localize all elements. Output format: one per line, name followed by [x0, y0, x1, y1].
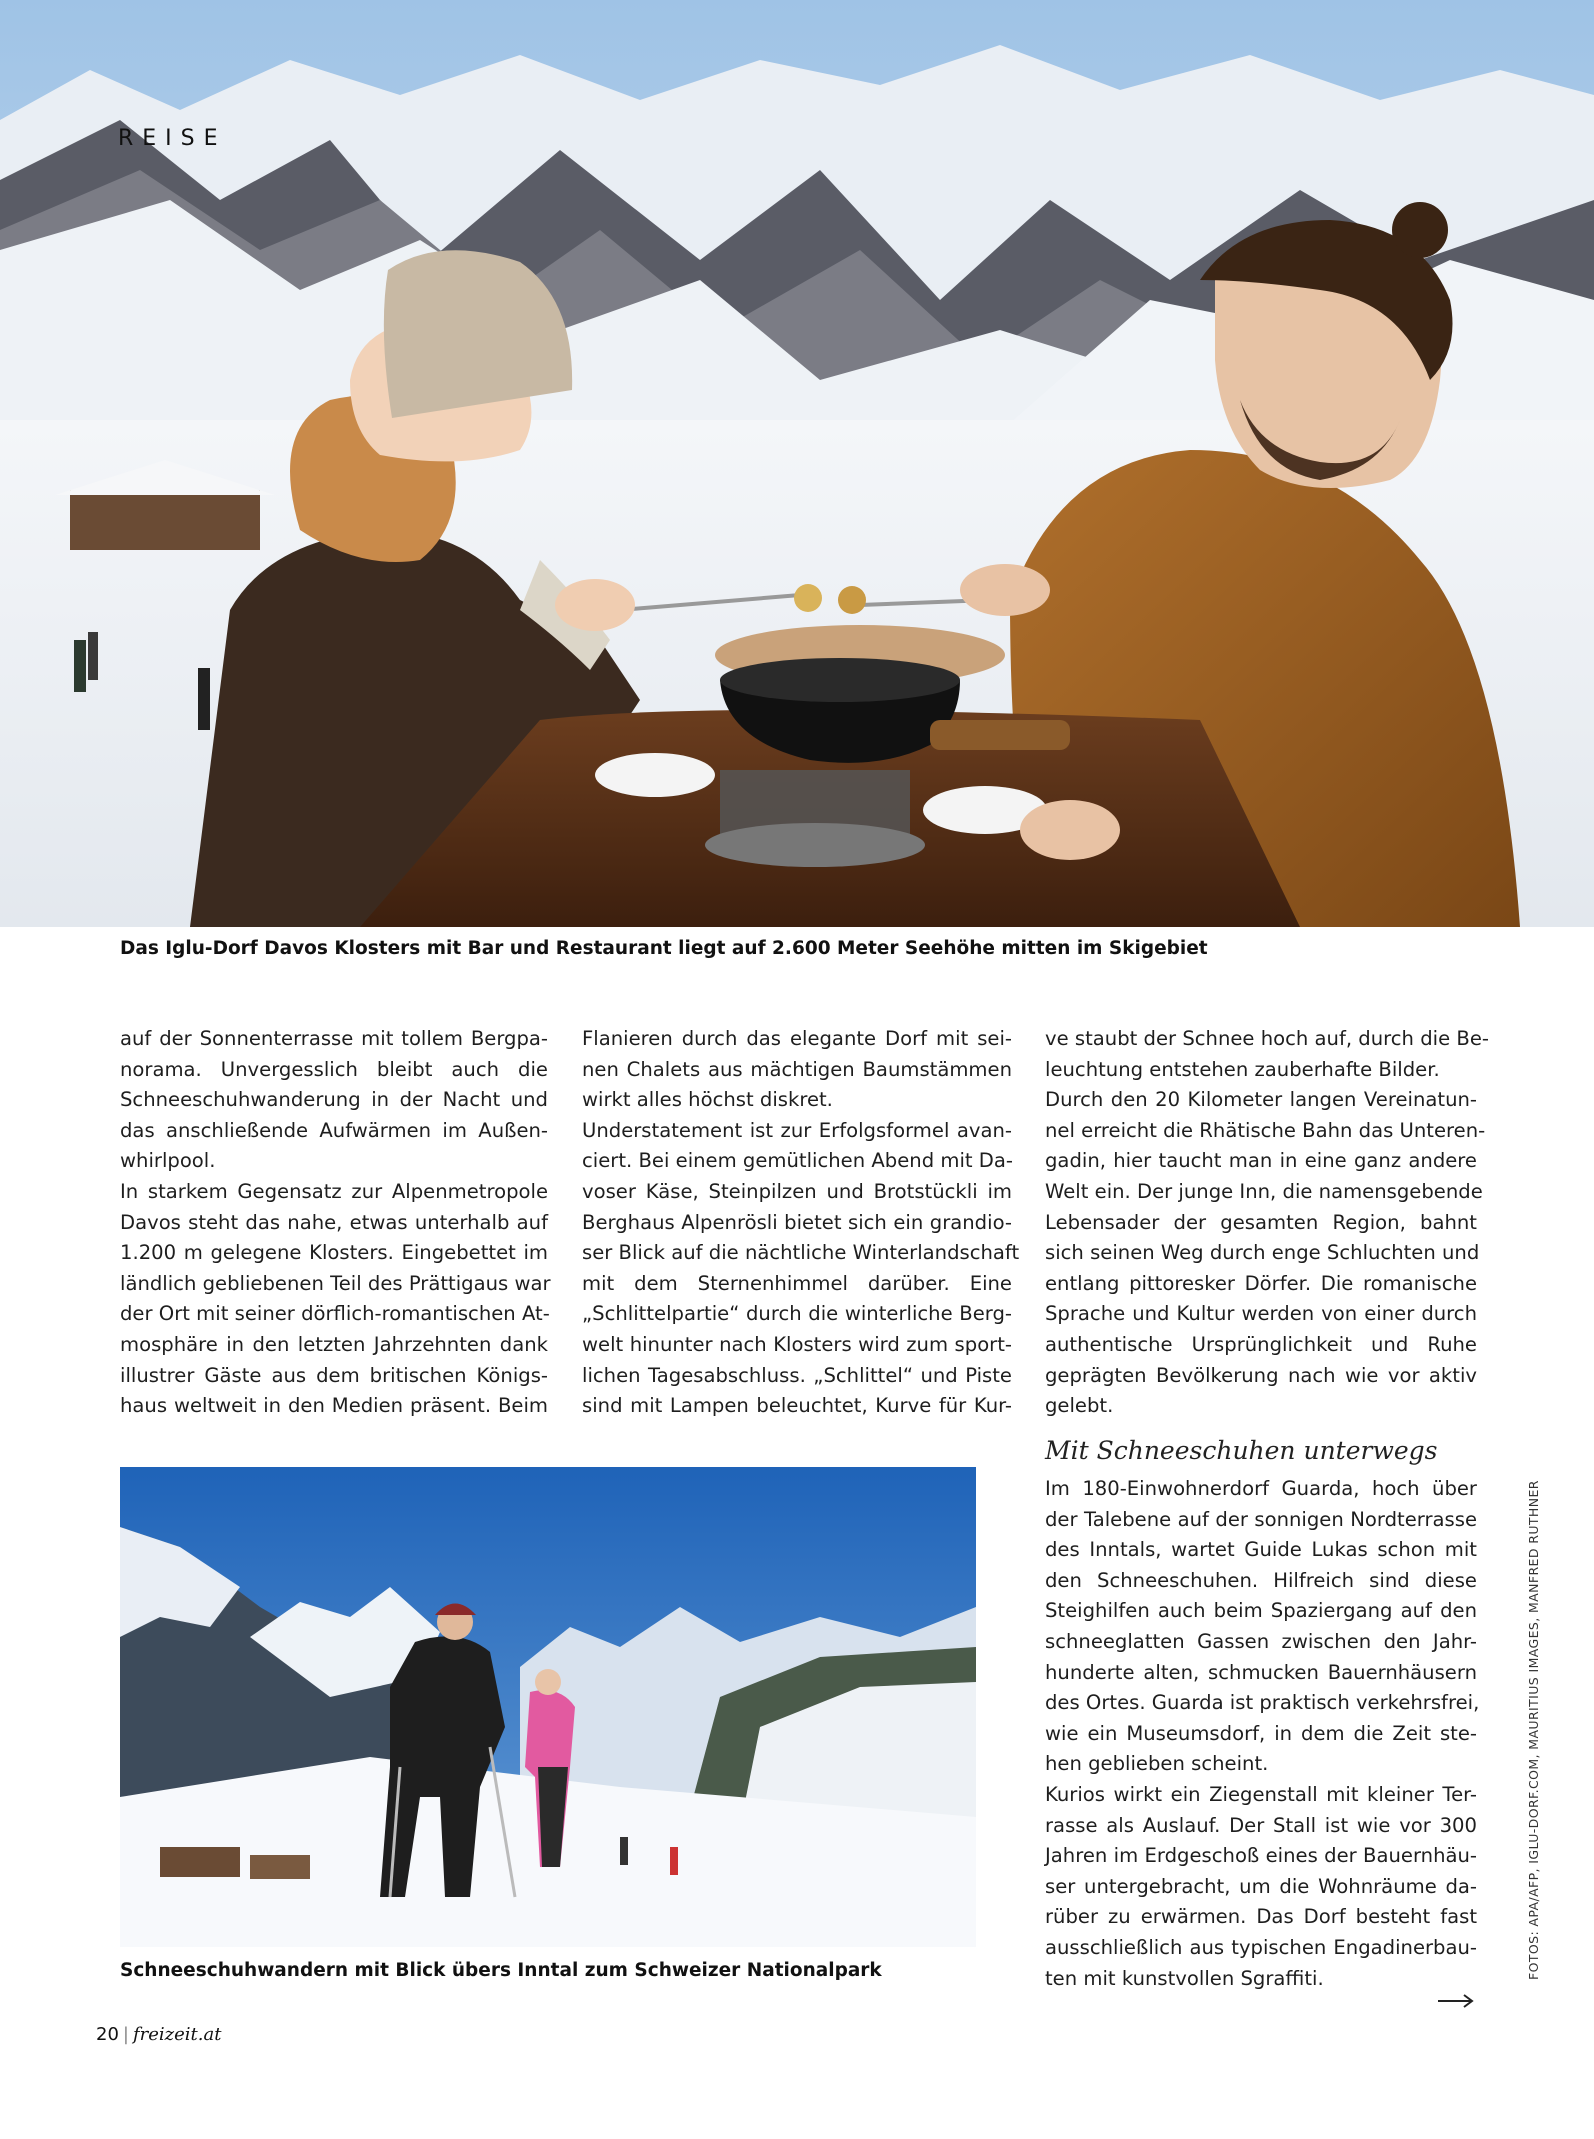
- hero-caption: Das Iglu-Dorf Davos Klosters mit Bar und Restaurant liegt auf 2.600 Meter Seehöhe mitten im Skigebiet: [120, 938, 1208, 959]
- section-label: REISE: [118, 126, 227, 151]
- text-line: Lebensader der gesamten Region, bahnt: [1045, 1210, 1477, 1234]
- text-line: entlang pittoresker Dörfer. Die romanische: [1045, 1271, 1477, 1295]
- text-line: den Schneeschuhen. Hilfreich sind diese: [1045, 1568, 1477, 1592]
- text-line: Schneeschuhwanderung in der Nacht und: [120, 1088, 548, 1112]
- text-line: ländlich gebliebenen Teil des Prättigaus war: [120, 1271, 551, 1295]
- text-line: des Inntals, wartet Guide Lukas schon mit: [1045, 1538, 1477, 1562]
- page-number: 20: [96, 2024, 119, 2045]
- text-column-3: [1045, 1024, 1489, 1422]
- text-line: Steighilfen auch beim Spaziergang auf den: [1045, 1599, 1477, 1623]
- text-line: rasse als Auslauf. Der Stall ist wie vor 300: [1045, 1813, 1477, 1837]
- footer-divider: |: [122, 2024, 129, 2045]
- text-line: wie ein Museumsdorf, in dem die Zeit ste-: [1045, 1721, 1477, 1745]
- text-line: wirkt alles höchst diskret.: [582, 1088, 833, 1112]
- text-line: ten mit kunstvollen Sgraffiti.: [1045, 1966, 1324, 1990]
- text-line: welt hinunter nach Klosters wird zum sport-: [582, 1332, 1012, 1356]
- text-line: In starkem Gegensatz zur Alpenmetropole: [120, 1179, 548, 1203]
- text-line: voser Käse, Steinpilzen und Brotstückli im: [582, 1179, 1012, 1203]
- text-line: sich seinen Weg durch enge Schluchten und: [1045, 1241, 1480, 1265]
- text-line: ser Blick auf die nächtliche Winterlandschaft: [582, 1241, 1020, 1265]
- text-line: schneeglatten Gassen zwischen den Jahr-: [1045, 1629, 1477, 1653]
- text-line: gelebt.: [1045, 1394, 1114, 1418]
- text-line: norama. Unvergesslich bleibt auch die: [120, 1057, 548, 1081]
- arrow-right-icon: [1438, 1994, 1474, 2008]
- text-line: lichen Tagesabschluss. „Schlittel“ und Piste: [582, 1363, 1012, 1387]
- text-line: nel erreicht die Rhätische Bahn das Unteren-: [1045, 1118, 1486, 1142]
- photo-credits: FOTOS: APA/AFP, IGLU-DORF.COM, MAURITIUS IMAGES, MANFRED RUTHNER: [1526, 1480, 1541, 1980]
- text-line: ausschließlich aus typischen Engadinerbau-: [1045, 1935, 1477, 1959]
- text-line: haus weltweit in den Medien präsent. Beim: [120, 1394, 548, 1418]
- text-line: ciert. Bei einem gemütlichen Abend mit Da-: [582, 1149, 1013, 1173]
- text-line: Im 180-Einwohnerdorf Guarda, hoch über: [1045, 1477, 1477, 1500]
- text-line: ve staubt der Schnee hoch auf, durch die Be-: [1045, 1027, 1489, 1050]
- photo-caption: Schneeschuhwandern mit Blick übers Inntal zum Schweizer Nationalpark: [120, 1960, 882, 1981]
- text-line: leuchtung entstehen zauberhafte Bilder.: [1045, 1057, 1440, 1081]
- text-line: nen Chalets aus mächtigen Baumstämmen: [582, 1057, 1012, 1081]
- text-line: Sprache und Kultur werden von einer durch: [1045, 1302, 1477, 1326]
- text-line: authentische Ursprünglichkeit und Ruhe: [1045, 1332, 1477, 1356]
- page-footer: [96, 2024, 221, 2045]
- text-line: Kurios wirkt ein Ziegenstall mit kleiner Ter-: [1045, 1782, 1477, 1806]
- text-line: der Ort mit seiner dörflich-romantischen At-: [120, 1302, 550, 1326]
- text-line: ser untergebracht, um die Wohnräume da-: [1045, 1874, 1477, 1898]
- text-line: Flanieren durch das elegante Dorf mit sei-: [582, 1027, 1012, 1050]
- text-line: rüber zu erwärmen. Das Dorf besteht fast: [1045, 1905, 1477, 1929]
- text-line: Davos steht das nahe, etwas unterhalb auf: [120, 1210, 548, 1234]
- text-line: hunderte alten, schmucken Bauernhäusern: [1045, 1660, 1477, 1684]
- text-line: whirlpool.: [120, 1149, 216, 1173]
- text-line: der Talebene auf der sonnigen Nordterrasse: [1045, 1507, 1477, 1531]
- text-line: geprägten Bevölkerung nach wie vor aktiv: [1045, 1363, 1477, 1387]
- text-line: sind mit Lampen beleuchtet, Kurve für Kur-: [582, 1394, 1012, 1418]
- text-line: Jahren im Erdgeschoß eines der Bauernhäu-: [1045, 1844, 1477, 1868]
- text-line: illustrer Gäste aus dem britischen Königs-: [120, 1363, 548, 1387]
- text-column-1: [120, 1024, 551, 1422]
- section-heading: Mit Schneeschuhen unterwegs: [1045, 1436, 1438, 1465]
- text-line: mosphäre in den letzten Jahrzehnten dank: [120, 1332, 548, 1356]
- text-line: des Ortes. Guarda ist praktisch verkehrsfrei,: [1045, 1691, 1480, 1715]
- text-line: Welt ein. Der junge Inn, die namensgebende: [1045, 1179, 1483, 1203]
- text-column-4: [1045, 1474, 1480, 1994]
- text-line: Understatement ist zur Erfolgsformel avan-: [582, 1118, 1012, 1142]
- hero-photo: [0, 0, 1594, 927]
- text-line: das anschließende Aufwärmen im Außen-: [120, 1118, 548, 1142]
- text-line: 1.200 m gelegene Klosters. Eingebettet im: [120, 1241, 548, 1265]
- text-line: auf der Sonnenterrasse mit tollem Bergpa-: [120, 1027, 548, 1050]
- text-line: hen geblieben scheint.: [1045, 1752, 1269, 1776]
- text-line: Durch den 20 Kilometer langen Vereinatun-: [1045, 1088, 1477, 1112]
- footer-brand: freizeit.at: [132, 2024, 222, 2045]
- text-line: „Schlittelpartie“ durch die winterliche Berg-: [582, 1302, 1012, 1326]
- text-column-2: [582, 1024, 1020, 1422]
- text-line: Berghaus Alpenrösli bietet sich ein grandio-: [582, 1210, 1012, 1234]
- snowshoe-photo: [120, 1467, 976, 1947]
- text-line: gadin, hier taucht man in eine ganz andere: [1045, 1149, 1477, 1173]
- text-line: mit dem Sternenhimmel darüber. Eine: [582, 1271, 1012, 1295]
